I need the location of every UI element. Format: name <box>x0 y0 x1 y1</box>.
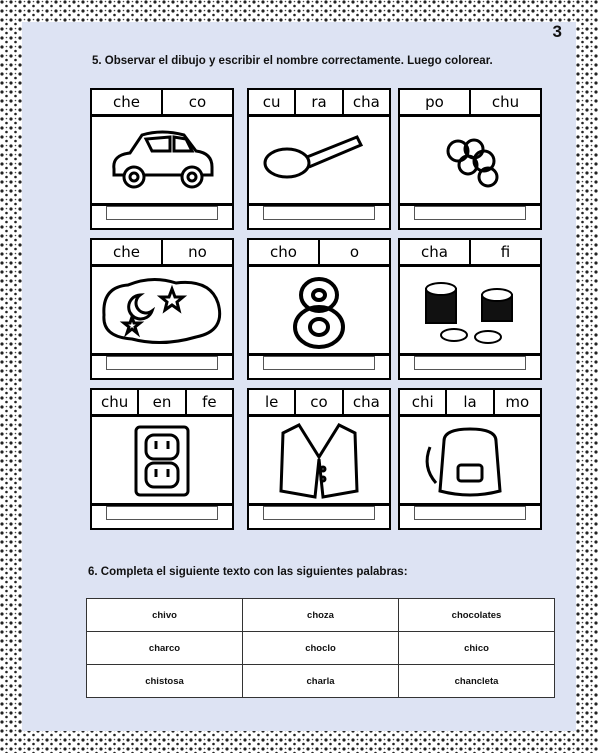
syllable-tile[interactable]: ra <box>296 90 343 114</box>
word-card-coins <box>398 238 542 380</box>
syllable-tile[interactable]: cho <box>249 240 320 264</box>
word-cell: chistosa <box>87 665 243 698</box>
syllable-tile[interactable]: cha <box>352 93 380 111</box>
syllable-tile[interactable]: cha <box>400 240 471 264</box>
word-cell: choza <box>243 599 399 632</box>
word-card-spoon <box>247 88 391 230</box>
page-number: 3 <box>552 22 562 41</box>
word-card-backpack <box>398 388 542 530</box>
section-6-instruction: 6. Completa el siguiente texto con las siguientes palabras: <box>88 566 408 578</box>
answer-field[interactable] <box>106 506 218 520</box>
syllable-tile[interactable]: che <box>92 90 163 114</box>
coins-icon <box>400 267 540 356</box>
word-card-night <box>90 238 234 380</box>
answer-field[interactable] <box>263 506 375 520</box>
content-area <box>22 22 576 731</box>
syllable-tile[interactable]: cu <box>249 90 296 114</box>
word-card-car <box>90 88 234 230</box>
syllable-tile[interactable]: no <box>188 243 207 261</box>
car-icon <box>92 117 232 206</box>
syllable-tile[interactable]: chi <box>400 390 447 414</box>
popcorn-icon <box>400 117 540 206</box>
word-cell: chico <box>399 632 555 665</box>
table-row <box>87 665 555 698</box>
syllable-tile[interactable]: co <box>296 390 343 414</box>
syllable-tile[interactable]: o <box>349 243 360 261</box>
word-card-vest <box>247 388 391 530</box>
syllable-tile[interactable]: en <box>139 390 186 414</box>
answer-field[interactable] <box>414 506 526 520</box>
syllable-tile[interactable]: la <box>447 390 494 414</box>
vest-icon <box>249 417 389 506</box>
word-cell: chivo <box>87 599 243 632</box>
outlet-icon <box>92 417 232 506</box>
syllable-tile[interactable]: co <box>188 93 207 111</box>
section-5-instruction: 5. Observar el dibujo y escribir el nombre correctamente. Luego colorear. <box>92 55 493 67</box>
answer-field[interactable] <box>414 356 526 370</box>
word-cell: chancleta <box>399 665 555 698</box>
word-cell: charco <box>87 632 243 665</box>
word-cell: choclo <box>243 632 399 665</box>
word-bank-table <box>86 598 555 698</box>
table-row <box>87 632 555 665</box>
word-cell: charla <box>243 665 399 698</box>
answer-field[interactable] <box>106 206 218 220</box>
word-cell: chocolates <box>399 599 555 632</box>
syllable-tile[interactable]: cha <box>352 393 380 411</box>
table-row <box>87 599 555 632</box>
answer-field[interactable] <box>414 206 526 220</box>
syllable-tile[interactable]: fi <box>500 243 511 261</box>
answer-field[interactable] <box>106 356 218 370</box>
syllable-tile[interactable]: po <box>400 90 471 114</box>
syllable-tile[interactable]: che <box>92 240 163 264</box>
syllable-tile[interactable]: chu <box>92 390 139 414</box>
word-card-outlet <box>90 388 234 530</box>
answer-field[interactable] <box>263 206 375 220</box>
syllable-tile[interactable]: chu <box>491 93 520 111</box>
word-card-popcorn <box>398 88 542 230</box>
answer-field[interactable] <box>263 356 375 370</box>
night-sky-icon <box>92 267 232 356</box>
spoon-icon <box>249 117 389 206</box>
syllable-tile[interactable]: le <box>249 390 296 414</box>
syllable-tile[interactable]: mo <box>505 393 530 411</box>
word-card-eight <box>247 238 391 380</box>
backpack-icon <box>400 417 540 506</box>
syllable-tile[interactable]: fe <box>202 393 217 411</box>
number-eight-icon <box>249 267 389 356</box>
